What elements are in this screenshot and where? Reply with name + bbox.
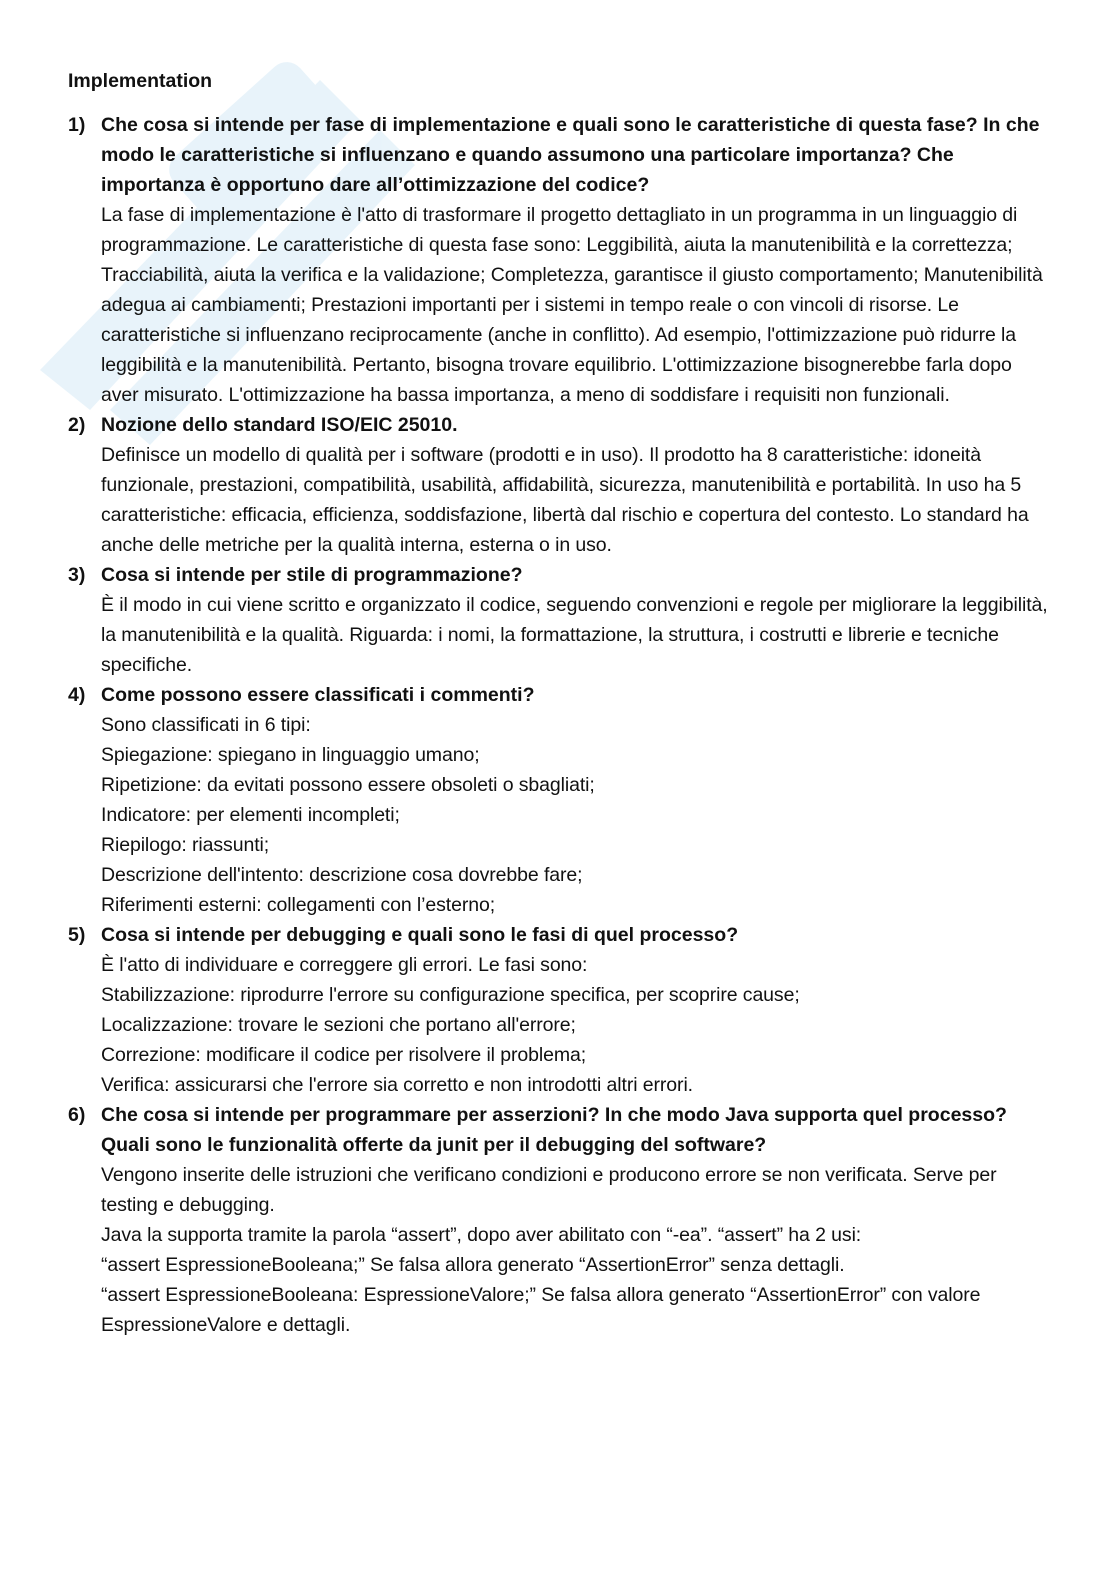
answer-line: La fase di implementazione è l'atto di trasformare il progetto dettagliato in un programma in un linguaggio di programmazione. Le caratteristiche di questa fase sono: Leggibilità, aiuta la manutenibilità e la correttezza; Tracciabilità, aiuta la verifica e la validazione; Completezza, garantisce il giusto comportamento; Manutenibilità adegua ai cambiamenti; Prestazioni importanti per i sistemi in tempo reale o con vincoli di risorse. Le caratteristiche si influenzano reciprocamente (anche in conflitto). Ad esempio, l'ottimizzazione può ridurre la leggibilità e la manutenibilità. Pertanto, bisogna trovare equilibrio. L'ottimizzazione bisognerebbe farla dopo aver misurato. L'ottimizzazione ha bassa importanza, a meno di soddisfare i requisiti non funzionali. (101, 204, 1043, 406)
question-number: 2) (68, 414, 86, 436)
answer-line: Correzione: modificare il codice per risolvere il problema; (101, 1044, 587, 1066)
answer-block (101, 200, 1048, 410)
answer-line: Spiegazione: spiegano in linguaggio umano; (101, 744, 480, 766)
question-item (68, 1100, 1048, 1340)
answer-line: Riepilogo: riassunti; (101, 834, 270, 856)
question-text: Che cosa si intende per programmare per asserzioni? In che modo Java supporta quel processo? Quali sono le funzionalità offerte da junit per il debugging del software? (101, 1104, 1007, 1156)
question-text: Cosa si intende per debugging e quali sono le fasi di quel processo? (101, 924, 739, 946)
question-text: Come possono essere classificati i commenti? (101, 684, 535, 706)
question-text: Nozione dello standard ISO/EIC 25010. (101, 414, 458, 436)
answer-block (101, 1160, 1048, 1340)
answer-line: Vengono inserite delle istruzioni che verificano condizioni e producono errore se non verificata. Serve per testing e debugging. (101, 1164, 997, 1216)
question-item (68, 680, 1048, 920)
answer-line: “assert EspressioneBooleana;” Se falsa allora generato “AssertionError” senza dettagli. (101, 1254, 845, 1276)
answer-line: Ripetizione: da evitati possono essere obsoleti o sbagliati; (101, 774, 595, 796)
question-text: Che cosa si intende per fase di implementazione e quali sono le caratteristiche di questa fase? In che modo le caratteristiche si influenzano e quando assumono una particolare importanza? Che importanza è opportuno dare all’ottimizzazione del codice? (101, 114, 1040, 196)
answer-line: Verifica: assicurarsi che l'errore sia corretto e non introdotti altri errori. (101, 1074, 693, 1096)
question-list (68, 110, 1048, 1340)
answer-block (101, 950, 1048, 1100)
question-number: 4) (68, 684, 86, 706)
answer-line: Indicatore: per elementi incompleti; (101, 804, 400, 826)
answer-block (101, 440, 1048, 560)
answer-line: Descrizione dell'intento: descrizione cosa dovrebbe fare; (101, 864, 583, 886)
answer-line: Localizzazione: trovare le sezioni che portano all'errore; (101, 1014, 576, 1036)
question-item (68, 920, 1048, 1100)
answer-block (101, 590, 1048, 680)
question-item (68, 110, 1048, 410)
question-item (68, 560, 1048, 680)
answer-line: È il modo in cui viene scritto e organizzato il codice, seguendo convenzioni e regole per migliorare la leggibilità, la manutenibilità e la qualità. Riguarda: i nomi, la formattazione, la struttura, i costrutti e librerie e tecniche specifiche. (101, 594, 1048, 676)
document-title: Implementation (68, 70, 213, 92)
question-number: 6) (68, 1104, 86, 1126)
document-page (68, 66, 1048, 1340)
answer-line: Java la supporta tramite la parola “assert”, dopo aver abilitato con “-ea”. “assert” ha 2 usi: (101, 1224, 862, 1246)
answer-line: Definisce un modello di qualità per i software (prodotti e in uso). Il prodotto ha 8 caratteristiche: idoneità funzionale, prestazioni, compatibilità, usabilità, affidabilità, sicurezza, manutenibilità e portabilità. In uso ha 5 caratteristiche: efficacia, efficienza, soddisfazione, libertà dal rischio e copertura del contesto. Lo standard ha anche delle metriche per la qualità interna, esterna o in uso. (101, 444, 1029, 556)
question-item (68, 410, 1048, 560)
answer-line: Riferimenti esterni: collegamenti con l’esterno; (101, 894, 496, 916)
question-number: 1) (68, 114, 86, 136)
answer-block (101, 710, 1048, 920)
answer-line: È l'atto di individuare e correggere gli errori. Le fasi sono: (101, 954, 588, 976)
question-number: 3) (68, 564, 86, 586)
answer-line: “assert EspressioneBooleana: EspressioneValore;” Se falsa allora generato “AssertionError” con valore EspressioneValore e dettagli. (101, 1284, 981, 1336)
answer-line: Sono classificati in 6 tipi: (101, 714, 311, 736)
answer-line: Stabilizzazione: riprodurre l'errore su configurazione specifica, per scoprire cause; (101, 984, 800, 1006)
question-number: 5) (68, 924, 86, 946)
question-text: Cosa si intende per stile di programmazione? (101, 564, 523, 586)
